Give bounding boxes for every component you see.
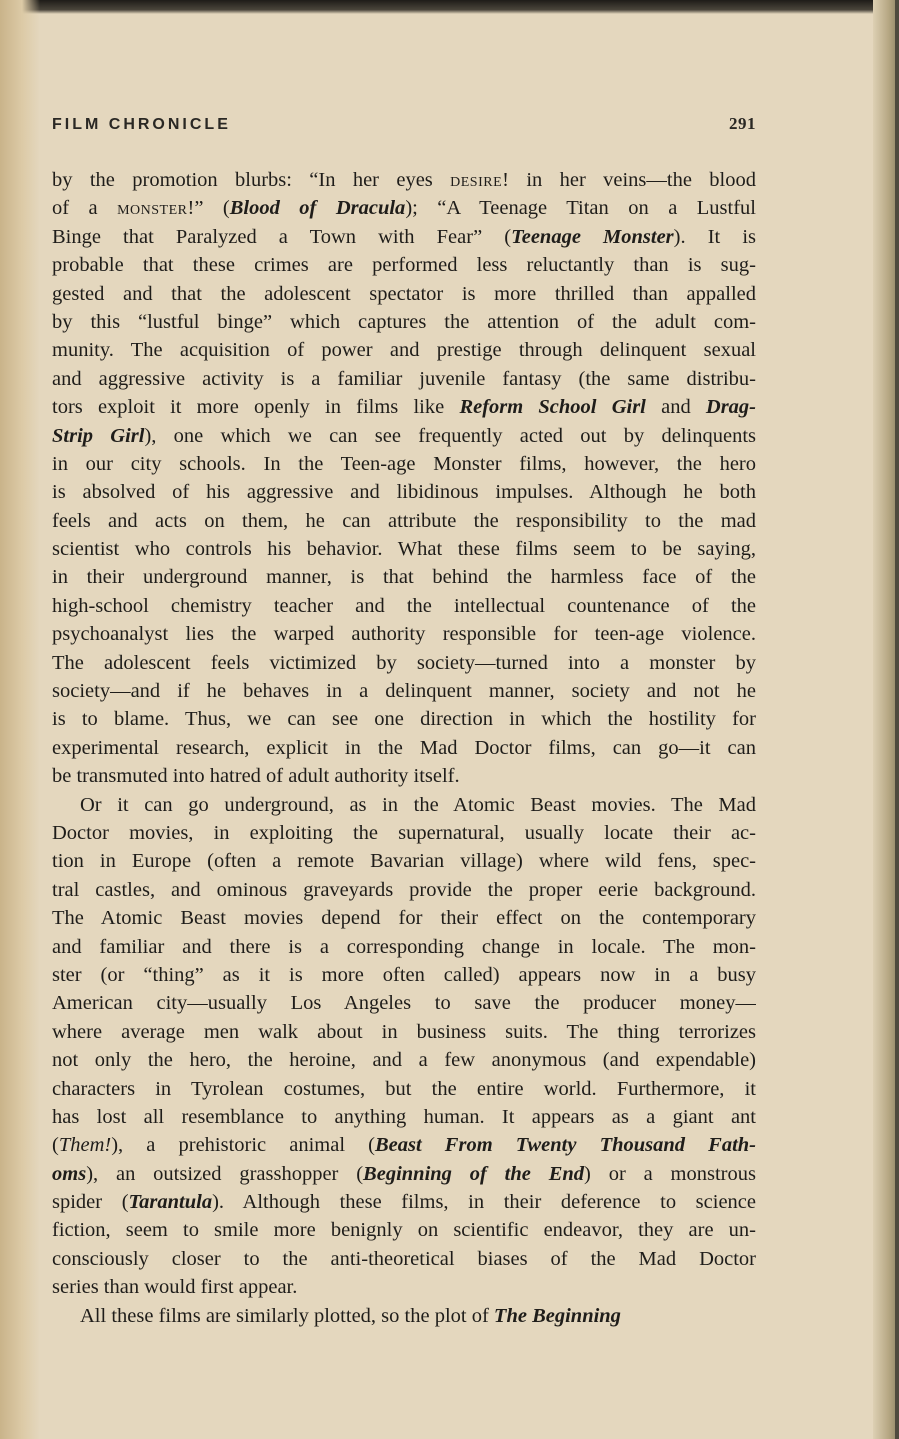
text-line — [52, 1160, 756, 1188]
text-run: in our city schools. In the Teen-age Monster films, however, the hero — [52, 452, 756, 475]
styled-text-run: Reform School Girl — [459, 396, 646, 419]
text-run: ); “A Teenage Titan on a Lustful — [405, 197, 756, 220]
text-run: is absolved of his aggressive and libidinous impulses. Although he both — [52, 481, 756, 504]
text-run: munity. The acquisition of power and prestige through delinquent sexual — [52, 339, 756, 362]
book-page — [52, 114, 756, 1330]
text-run: ). It is — [673, 225, 756, 248]
styled-text-run: monster — [117, 197, 188, 220]
text-run: society—and if he behaves in a delinquent manner, society and not he — [52, 680, 756, 703]
text-line — [52, 563, 756, 591]
text-run: The adolescent feels victimized by society—turned into a monster by — [52, 651, 756, 674]
book-gutter-shadow — [0, 0, 40, 1439]
styled-text-run: desire — [450, 169, 503, 191]
text-line — [52, 507, 756, 535]
text-run: not only the hero, the heroine, and a few anonymous (and expendable) — [52, 1049, 756, 1072]
text-run: ), an outsized grasshopper ( — [86, 1162, 364, 1185]
text-run: and — [645, 396, 706, 419]
styled-text-run: Teenage Monster — [511, 225, 674, 248]
text-line — [52, 280, 756, 308]
text-run: tral castles, and ominous graveyards provide the proper eerie background. — [52, 878, 756, 901]
text-line — [52, 904, 756, 932]
text-run: and familiar and there is a corresponding change in locale. The mon- — [52, 935, 756, 958]
text-run: ), one which we can see frequently acted out by delinquents — [144, 424, 756, 447]
text-line — [52, 1131, 756, 1159]
styled-text-run: Beast From Twenty Thousand Fath- — [374, 1134, 756, 1157]
text-run: Doctor movies, in exploiting the supernatural, usually locate their ac- — [52, 821, 756, 844]
text-line — [52, 336, 756, 364]
text-line — [52, 734, 756, 762]
text-run: !” ( — [187, 197, 230, 220]
text-line — [52, 876, 756, 904]
text-run: The Atomic Beast movies depend for their effect on the contemporary — [52, 907, 756, 930]
text-run: ( — [52, 1134, 59, 1157]
text-line — [52, 819, 756, 847]
text-line — [52, 422, 756, 450]
text-line — [52, 251, 756, 279]
text-run: Binge that Paralyzed a Town with Fear” ( — [52, 225, 512, 248]
text-line — [52, 223, 756, 251]
styled-text-run: Tarantula — [128, 1191, 213, 1214]
text-run: American city—usually Los Angeles to save the producer money— — [52, 992, 756, 1015]
styled-text-run: The Beginning — [493, 1304, 621, 1327]
styled-text-run: Strip Girl — [52, 424, 145, 447]
styled-text-run: Drag- — [705, 396, 756, 419]
text-line — [52, 989, 756, 1017]
text-run: experimental research, explicit in the Mad Doctor films, can go—it can — [52, 736, 756, 759]
text-line — [52, 194, 756, 222]
text-line — [52, 620, 756, 648]
text-run: ! in her veins—the blood — [502, 169, 756, 191]
styled-text-run: Beginning of the End — [363, 1162, 585, 1185]
text-line — [52, 1245, 756, 1273]
text-line — [52, 847, 756, 875]
text-line — [52, 791, 756, 819]
text-run: tion in Europe (often a remote Bavarian village) where wild fens, spec- — [52, 850, 756, 873]
text-run: probable that these crimes are performed less reluctantly than is sug- — [52, 254, 756, 277]
styled-text-run: Blood of Dracula — [229, 197, 406, 220]
page-number: 291 — [729, 114, 756, 133]
text-run: where average men walk about in business suits. The thing terrorizes — [52, 1020, 756, 1043]
text-run: has lost all resemblance to anything human. It appears as a giant ant — [52, 1105, 756, 1128]
text-line — [52, 1273, 756, 1301]
text-line — [52, 961, 756, 989]
text-run: tors exploit it more openly in films like — [52, 396, 460, 419]
text-line — [52, 365, 756, 393]
text-run: psychoanalyst lies the warped authority responsible for teen-age violence. — [52, 623, 756, 646]
text-line — [52, 1103, 756, 1131]
page-top-shadow — [0, 0, 899, 14]
text-run: series than would first appear. — [52, 1276, 298, 1299]
text-line — [52, 677, 756, 705]
text-line — [52, 308, 756, 336]
running-title: FILM CHRONICLE — [52, 116, 231, 133]
text-line — [52, 1302, 756, 1330]
body-text — [52, 166, 756, 1330]
text-line — [52, 535, 756, 563]
page-edge-dark — [895, 0, 899, 1439]
text-line — [52, 592, 756, 620]
text-run: and aggressive activity is a familiar juvenile fantasy (the same distribu- — [52, 367, 756, 390]
text-run: in their underground manner, is that behind the harmless face of the — [52, 566, 756, 589]
text-line — [52, 450, 756, 478]
text-run: scientist who controls his behavior. What these films seem to be saying, — [52, 538, 756, 561]
text-run: spider ( — [52, 1191, 129, 1214]
text-run: All these films are similarly plotted, so the plot of — [80, 1304, 494, 1327]
text-run: high-school chemistry teacher and the intellectual countenance of the — [52, 594, 756, 617]
text-run: ), a prehistoric animal ( — [111, 1134, 375, 1157]
text-line — [52, 166, 756, 194]
text-line — [52, 649, 756, 677]
text-run: by the promotion blurbs: “In her eyes — [52, 169, 451, 191]
text-run: feels and acts on them, he can attribute the responsibility to the mad — [52, 509, 756, 532]
text-run: of a — [52, 197, 118, 220]
text-line — [52, 393, 756, 421]
text-line — [52, 705, 756, 733]
text-run: ) or a monstrous — [584, 1162, 756, 1185]
text-line — [52, 478, 756, 506]
text-run: ). Although these films, in their deference to science — [212, 1191, 756, 1214]
text-run: by this “lustful binge” which captures the attention of the adult com- — [52, 310, 756, 333]
text-run: is to blame. Thus, we can see one direction in which the hostility for — [52, 708, 756, 731]
text-run: consciously closer to the anti-theoretical biases of the Mad Doctor — [52, 1247, 756, 1270]
text-line — [52, 762, 756, 790]
text-line — [52, 1216, 756, 1244]
text-line — [52, 1046, 756, 1074]
text-run: characters in Tyrolean costumes, but the entire world. Furthermore, it — [52, 1077, 756, 1100]
styled-text-run: Them! — [58, 1134, 112, 1157]
text-line — [52, 1018, 756, 1046]
text-run: gested and that the adolescent spectator is more thrilled than appalled — [52, 282, 756, 305]
text-run: ster (or “thing” as it is more often called) appears now in a busy — [52, 963, 756, 986]
text-run: fiction, seem to smile more benignly on scientific endeavor, they are un- — [52, 1219, 756, 1242]
text-line — [52, 933, 756, 961]
styled-text-run: oms — [52, 1162, 87, 1185]
text-line — [52, 1188, 756, 1216]
running-head — [52, 114, 756, 144]
text-run: Or it can go underground, as in the Atomic Beast movies. The Mad — [80, 793, 756, 816]
text-run: be transmuted into hatred of adult authority itself. — [52, 765, 460, 788]
text-line — [52, 1075, 756, 1103]
